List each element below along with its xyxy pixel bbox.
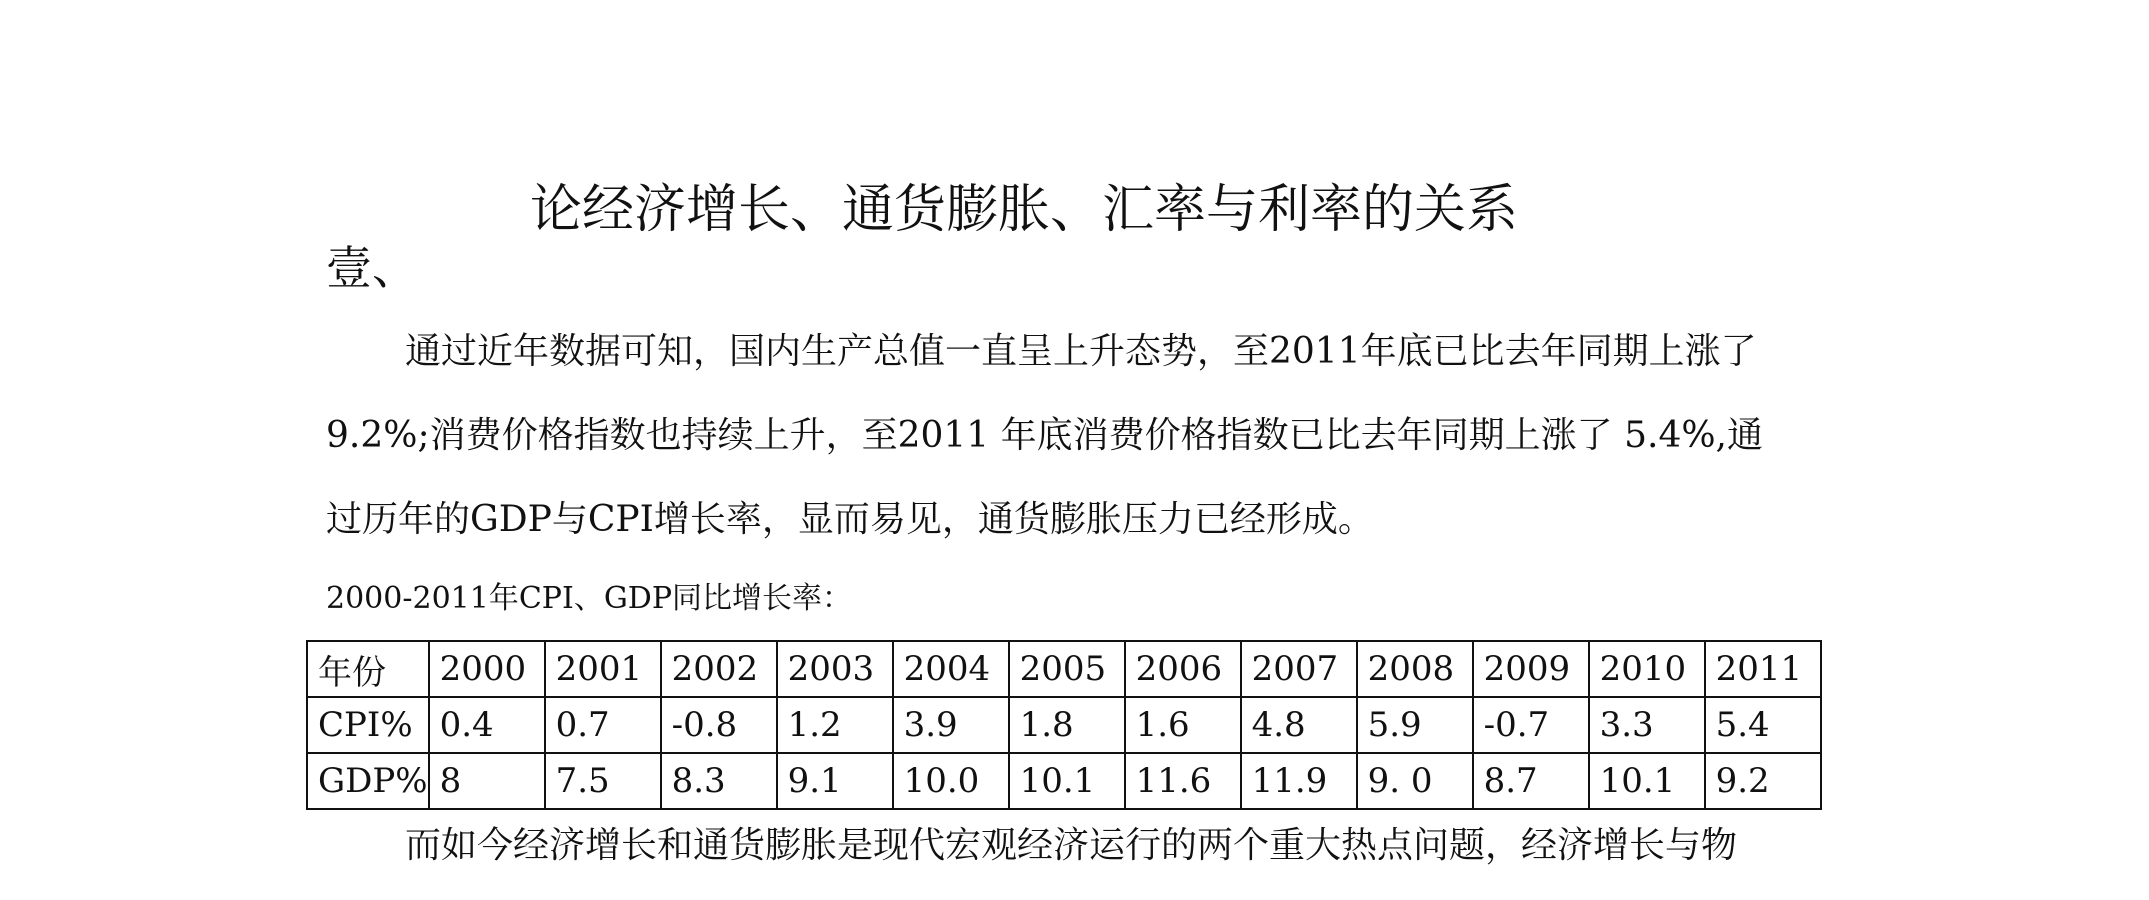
table-header-cell: 2010 — [1589, 641, 1705, 697]
table-cell: 1.2 — [777, 697, 893, 753]
table-cell: 5.9 — [1357, 697, 1473, 753]
document-title: 论经济增长、通货膨胀、汇率与利率的关系 — [530, 180, 1519, 240]
paragraph-line: 通过近年数据可知，国内生产总值一直呈上升态势，至2011年底已比去年同期上涨了 — [405, 331, 1757, 372]
table-row-cpi — [307, 697, 1821, 753]
table-header-cell: 2011 — [1705, 641, 1821, 697]
table-cell: 5.4 — [1705, 697, 1821, 753]
table-header-cell: 2007 — [1241, 641, 1357, 697]
table-cell: 11.6 — [1125, 753, 1241, 809]
table-cell: 3.9 — [893, 697, 1009, 753]
section-heading: 壹、 — [326, 241, 418, 295]
table-cell: 11.9 — [1241, 753, 1357, 809]
table-cell: 4.8 — [1241, 697, 1357, 753]
table-header-cell: 2009 — [1473, 641, 1589, 697]
table-row-label: GDP% — [307, 753, 429, 809]
table-cell: -0.7 — [1473, 697, 1589, 753]
growth-rate-table — [306, 640, 1822, 810]
table-cell: 8.7 — [1473, 753, 1589, 809]
table-row-gdp — [307, 753, 1821, 809]
table-cell: 1.8 — [1009, 697, 1125, 753]
paragraph-line: 而如今经济增长和通货膨胀是现代宏观经济运行的两个重大热点问题，经济增长与物 — [405, 825, 1738, 866]
table-cell: 10.1 — [1009, 753, 1125, 809]
table-header-cell: 2000 — [429, 641, 545, 697]
table-caption: 2000-2011年CPI、GDP同比增长率： — [326, 581, 853, 616]
table-cell: 8.3 — [661, 753, 777, 809]
table-cell: 9.1 — [777, 753, 893, 809]
table-cell: 8 — [429, 753, 545, 809]
paragraph-line: 过历年的GDP与CPI增长率，显而易见，通货膨胀压力已经形成。 — [326, 499, 1374, 540]
table-header-row — [307, 641, 1821, 697]
table-header-cell: 2006 — [1125, 641, 1241, 697]
table-header-cell: 年份 — [307, 641, 429, 697]
table-header-cell: 2008 — [1357, 641, 1473, 697]
table-header-cell: 2001 — [545, 641, 661, 697]
table-cell: 0.4 — [429, 697, 545, 753]
table-cell: 0.7 — [545, 697, 661, 753]
table-cell: 10.0 — [893, 753, 1009, 809]
table-cell: 3.3 — [1589, 697, 1705, 753]
table-cell: 9.2 — [1705, 753, 1821, 809]
table-header-cell: 2002 — [661, 641, 777, 697]
table-row-label: CPI% — [307, 697, 429, 753]
table-header-cell: 2004 — [893, 641, 1009, 697]
table-header-cell: 2005 — [1009, 641, 1125, 697]
paragraph-line: 9.2%;消费价格指数也持续上升，至2011 年底消费价格指数已比去年同期上涨了 5.4%,通 — [326, 415, 1763, 456]
table-cell: 7.5 — [545, 753, 661, 809]
table-header-cell: 2003 — [777, 641, 893, 697]
table-cell: -0.8 — [661, 697, 777, 753]
table-cell: 9. 0 — [1357, 753, 1473, 809]
table-cell: 1.6 — [1125, 697, 1241, 753]
table-cell: 10.1 — [1589, 753, 1705, 809]
